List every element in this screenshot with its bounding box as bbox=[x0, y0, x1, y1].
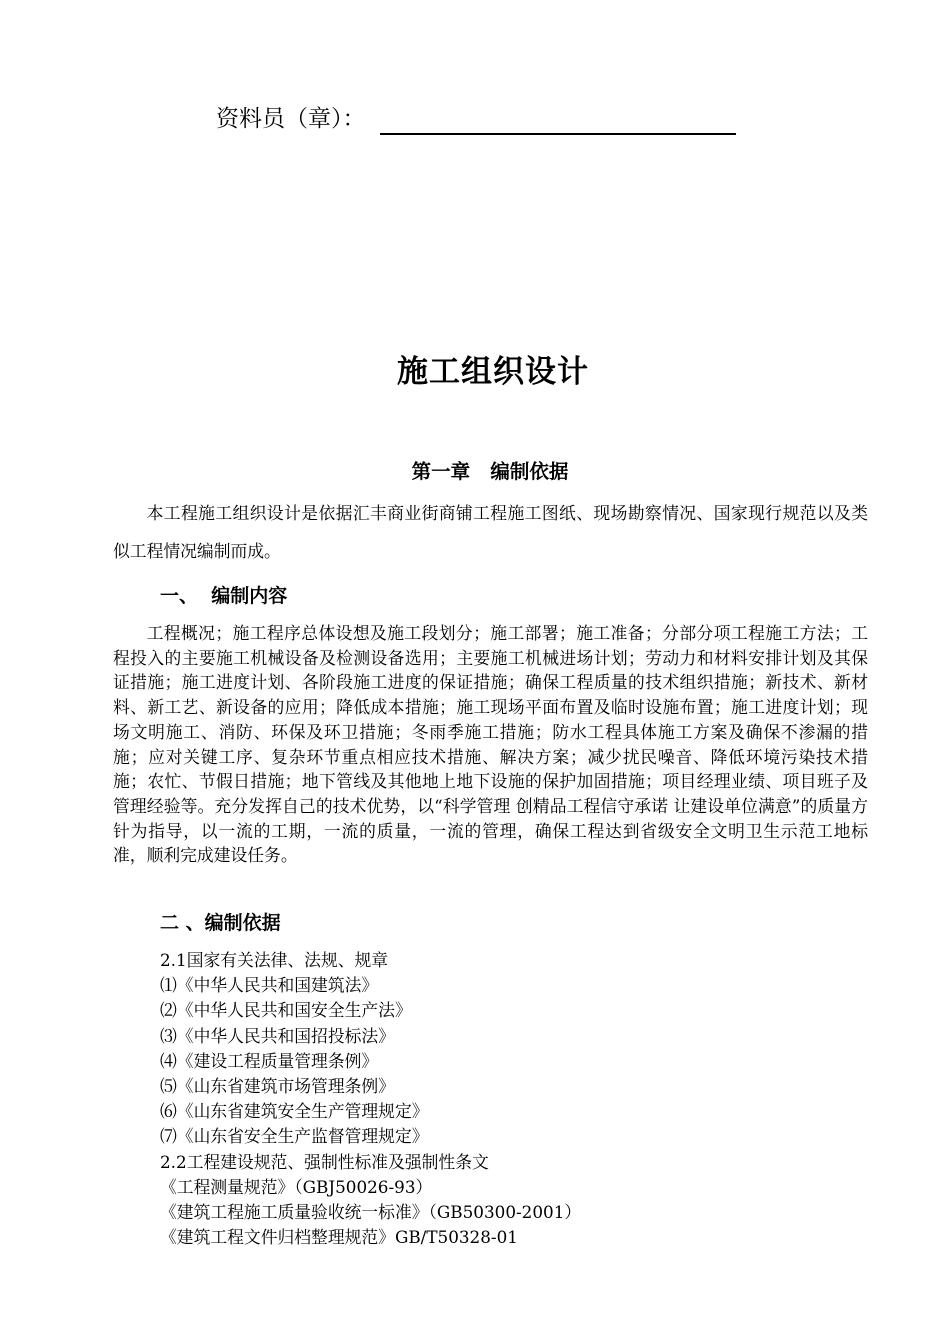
list-item: ⑵《中华人民共和国安全生产法》 bbox=[160, 1000, 412, 1021]
archivist-label: 资料员（章）： bbox=[216, 106, 366, 132]
list-item: 2.1国家有关法律、法规、规章 bbox=[160, 950, 389, 970]
list-item: ⑺《山东省安全生产监督管理规定》 bbox=[160, 1126, 429, 1147]
section-heading-content: 一、 编制内容 bbox=[160, 585, 288, 607]
list-item: ⑸《山东省建筑市场管理条例》 bbox=[160, 1076, 395, 1097]
list-item: ⑹《山东省建筑安全生产管理规定》 bbox=[160, 1101, 429, 1122]
document-title: 施工组织设计 bbox=[397, 354, 589, 390]
chapter-title: 第一章 编制依据 bbox=[411, 460, 569, 483]
list-item: ⑴《中华人民共和国建筑法》 bbox=[160, 975, 379, 996]
archivist-signature-row bbox=[216, 103, 736, 135]
list-item: 《工程测量规范》（GBJ50026-93） bbox=[160, 1176, 433, 1197]
signature-line bbox=[380, 107, 736, 135]
content-paragraph: 工程概况；施工程序总体设想及施工段划分；施工部署；施工准备；分部分项工程施工方法；工程投入的主要施工机械设备及检测设备选用；主要施工机械进场计划；劳动力和材料安排计划及其保证措施；施工进度计划、各阶段施工进度的保证措施；确保工程质量的技术组织措施；新技术、新材料、新工艺、新设备的应用；降低成本措施；施工现场平面布置及临时设施布置；施工进度计划；现场文明施工、消防、环保及环卫措施；冬雨季施工措施；防水工程具体施工方案及确保不渗漏的措施；应对关键工序、复杂环节重点相应技术措施、解决方案；减少扰民噪音、降低环境污染技术措施；农忙、节假日措施；地下管线及其他地上地下设施的保护加固措施；项目经理业绩、项目班子及管理经验等。充分发挥自己的技术优势，以“科学管理 创精品工程信守承诺 让建设单位满意”的质量方针为指导，以一流的工期，一流的质量，一流的管理，确保工程达到省级安全文明卫生示范工地标准，顺利完成建设任务。 bbox=[113, 623, 868, 866]
basis-list bbox=[160, 948, 860, 1250]
list-item: 《建筑工程施工质量验收统一标准》（GB50300-2001） bbox=[160, 1202, 582, 1223]
list-item: 2.2工程建设规范、强制性标准及强制性条文 bbox=[160, 1151, 489, 1172]
section-heading-basis: 二 、编制依据 bbox=[160, 912, 281, 934]
intro-paragraph: 本工程施工组织设计是依据汇丰商业街商铺工程施工图纸、现场勘察情况、国家现行规范以及类似工程情况编制而成。 bbox=[113, 503, 868, 561]
list-item: ⑷《建设工程质量管理条例》 bbox=[160, 1050, 379, 1071]
list-item: 《建筑工程文件归档整理规范》GB/T50328-01 bbox=[160, 1227, 518, 1248]
list-item: ⑶《中华人民共和国招投标法》 bbox=[160, 1025, 395, 1046]
